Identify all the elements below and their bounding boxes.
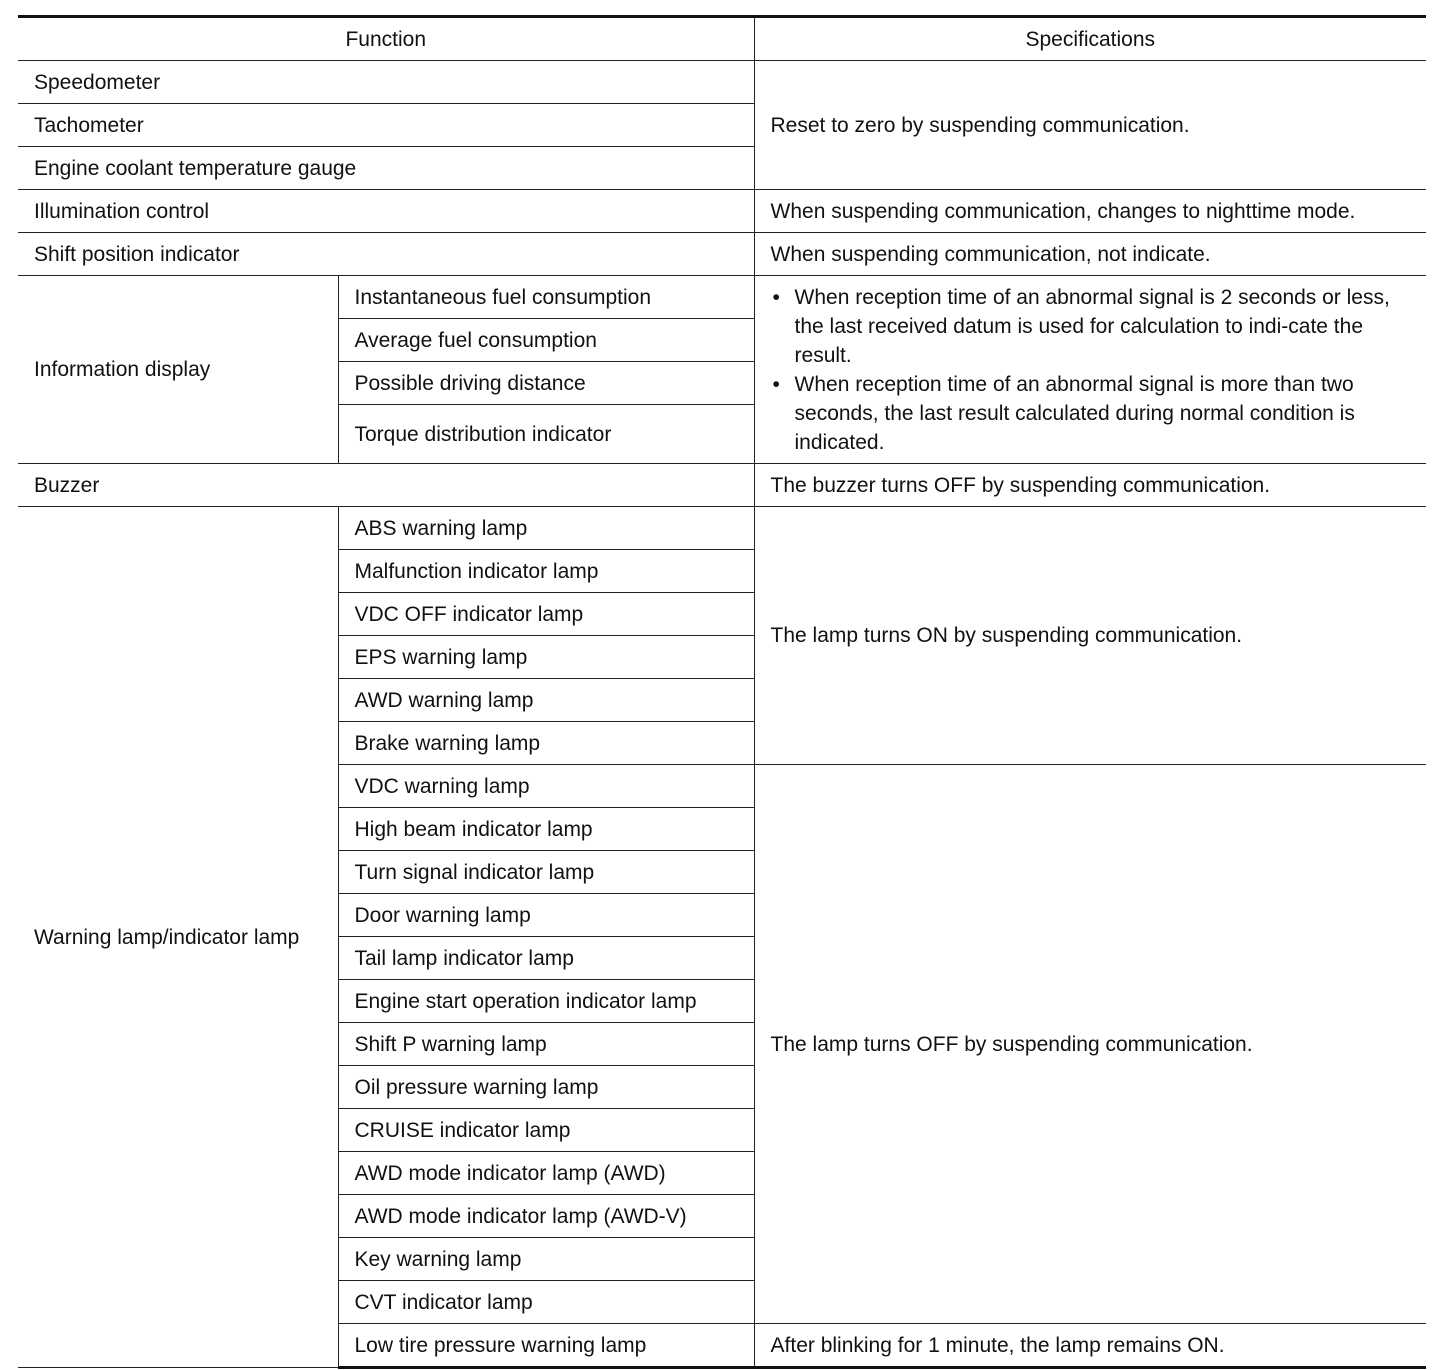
spec-lamps-off: The lamp turns OFF by suspending communication. [754,765,1426,1324]
lamp-item: EPS warning lamp [338,636,754,679]
spec-gauges: Reset to zero by suspending communication. [754,61,1426,190]
spec-lamps-on: The lamp turns ON by suspending communication. [754,507,1426,765]
spec-buzzer: The buzzer turns OFF by suspending communication. [754,464,1426,507]
lamp-item: AWD mode indicator lamp (AWD-V) [338,1195,754,1238]
lamp-item: VDC OFF indicator lamp [338,593,754,636]
spec-illumination: When suspending communication, changes to nighttime mode. [754,190,1426,233]
spec-tire-lamp: After blinking for 1 minute, the lamp remains ON. [754,1324,1426,1368]
lamp-item: Shift P warning lamp [338,1023,754,1066]
lamp-item: ABS warning lamp [338,507,754,550]
lamp-item: High beam indicator lamp [338,808,754,851]
info-item: Possible driving distance [338,362,754,405]
lamp-item: CVT indicator lamp [338,1281,754,1324]
spec-bullet: • When reception time of an abnormal signal is 2 seconds or less, the last received datum is used for calculation to indi-cate the result. [795,283,1411,370]
function-coolant-gauge: Engine coolant temperature gauge [18,147,754,190]
info-item: Average fuel consumption [338,319,754,362]
lamp-item: Tail lamp indicator lamp [338,937,754,980]
header-row [18,17,1426,61]
lamp-item: Door warning lamp [338,894,754,937]
specifications-table [18,15,1426,1369]
table-row [18,61,1426,104]
info-item: Torque distribution indicator [338,405,754,464]
lamp-item: Turn signal indicator lamp [338,851,754,894]
function-illumination: Illumination control [18,190,754,233]
info-item: Instantaneous fuel consumption [338,276,754,319]
table-row [18,233,1426,276]
table-row [18,464,1426,507]
lamp-item: Brake warning lamp [338,722,754,765]
function-tachometer: Tachometer [18,104,754,147]
lamp-item: Engine start operation indicator lamp [338,980,754,1023]
lamp-item: VDC warning lamp [338,765,754,808]
lamp-item: AWD mode indicator lamp (AWD) [338,1152,754,1195]
function-shift-position: Shift position indicator [18,233,754,276]
function-buzzer: Buzzer [18,464,754,507]
function-speedometer: Speedometer [18,61,754,104]
lamp-item: Malfunction indicator lamp [338,550,754,593]
lamp-item: Oil pressure warning lamp [338,1066,754,1109]
lamp-item: Key warning lamp [338,1238,754,1281]
lamp-item: CRUISE indicator lamp [338,1109,754,1152]
function-information-display: Information display [18,276,338,464]
header-specifications: Specifications [754,17,1426,61]
spec-information-display [754,276,1426,464]
function-warning-group: Warning lamp/indicator lamp [18,507,338,1368]
spec-bullet: • When reception time of an abnormal signal is more than two seconds, the last result calculated during normal condition is indicated. [795,370,1411,457]
spec-bullet-list [771,283,1411,457]
table-row [18,190,1426,233]
table-row [18,276,1426,319]
lamp-item: AWD warning lamp [338,679,754,722]
table-row [18,507,1426,550]
spec-shift-position: When suspending communication, not indicate. [754,233,1426,276]
lamp-item: Low tire pressure warning lamp [338,1324,754,1368]
header-function: Function [18,17,754,61]
